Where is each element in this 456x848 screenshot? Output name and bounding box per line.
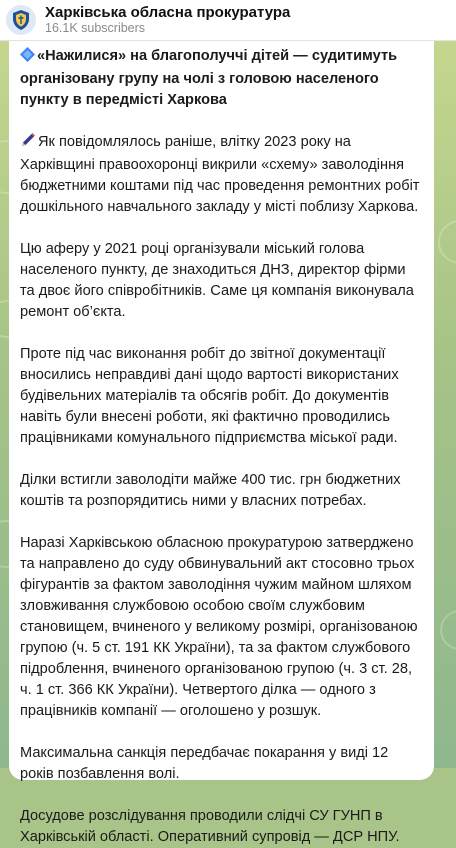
channel-post[interactable] (9, 40, 434, 845)
post-paragraph: Проте під час виконання робіт до звітної документації вносились неправдиві дані щодо вартості використаних будівельних матеріалів та обсягів робіт. До документів навіть були внесені роботи, які фактично проводились працівниками комунального підприємства міської ради. (20, 346, 399, 446)
wallpaper-doodle (440, 610, 456, 650)
subscriber-count: 16.1K subscribers (45, 21, 146, 36)
post-paragraph: Цю аферу у 2021 році організували міський голова населеного пункту, де знаходиться ДНЗ, директор фірми та двоє його співробітників. Саме ця компанія виконувала ремонт об’єкта. (20, 241, 414, 320)
post-paragraph-text: Як повідомлялось раніше, влітку 2023 року на Харківщині правоохоронці викрили «схему» заволодіння бюджетними коштами під час проведення ремонтних робіт дошкільного навчального закладу у місті поблизу Харкова. (20, 134, 420, 215)
post-paragraph: Максимальна санкція передбачає покарання у виді 12 років позбавлення волі. (20, 745, 389, 782)
pen-icon (20, 132, 36, 155)
post-paragraph (20, 132, 422, 218)
channel-title: Харківська обласна прокуратура (45, 4, 291, 22)
post-paragraph: Досудове розслідування проводили слідчі СУ ГУНП в Харківській області. Оперативний супровід — ДСР НПУ. (20, 808, 400, 845)
channel-header[interactable] (0, 0, 456, 41)
prosecutor-emblem-icon (9, 8, 33, 32)
post-headline-paragraph (20, 46, 422, 111)
post-paragraph: Ділки встигли заволодіти майже 400 тис. грн бюджетних коштів та розпорядитись ними у власних потребах. (20, 472, 401, 509)
channel-info (45, 4, 290, 36)
post-paragraph: Наразі Харківською обласною прокуратурою затверджено та направлено до суду обвинувальний акт стосовно трьох фігурантів за фактом заволодіння чужим майном шляхом зловживання службовою особою своїм службовим становищем, вчиненого у великому розмірі, організованою групою (ч. 5 ст. 191 КК України), та за фактом службового підроблення, вчиненого організованою групою (ч. 3 ст. 28, ч. 1 ст. 366 КК України). Четвертого ділка — одного з працівників компанії — оголошено у розшук. (20, 535, 418, 719)
post-headline: «Нажилися» на благополуччі дітей — судитимуть організовану групу на чолі з головою населеного пункту в передмісті Харкова (20, 48, 398, 108)
channel-avatar[interactable] (6, 5, 36, 35)
large-blue-diamond-icon (20, 47, 35, 69)
wallpaper-doodle (438, 220, 456, 264)
